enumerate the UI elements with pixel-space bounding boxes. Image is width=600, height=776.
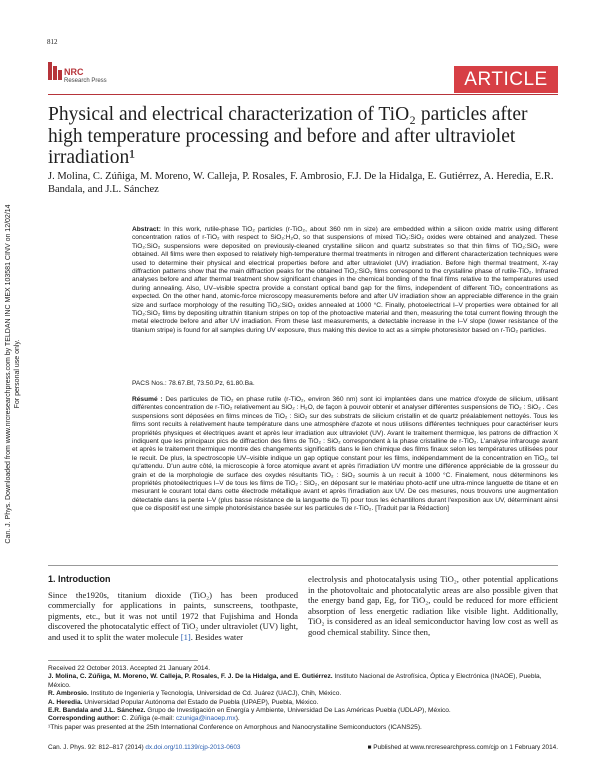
affiliation-3-text: Universidad Popular Autónoma del Estado de Puebla (UPAEP), Puebla, México.: [82, 698, 319, 706]
affiliation-2: [48, 690, 558, 698]
received-dates: Received 22 October 2013. Accepted 21 January 2014.: [48, 665, 211, 672]
affiliation-4-text: Grupo de Investigación en Energía y Ambiente, Universidad De Las Américas Puebla (UDLAP), México.: [145, 707, 451, 715]
section-divider: [48, 565, 558, 566]
corresponding-text: C. Zúñiga (e-mail:: [119, 715, 176, 723]
affiliation-4-names: E.R. Bandala and J.L. Sánchez.: [48, 707, 146, 715]
intro-text-left-end: . Besides water: [190, 631, 243, 642]
affiliation-1-text: Instituto Nacional de Astrofísica, Óptica y Electrónica (INAOE), Puebla, México.: [48, 673, 542, 689]
resume-label: Résumé :: [132, 396, 163, 403]
article-banner: ARTICLE: [454, 66, 558, 93]
affiliation-2-text: Instituto de Ingeniería y Tecnología, Universidad de Cd. Juárez (UACJ), Chih, México.: [88, 690, 342, 698]
publisher-logo: [48, 62, 108, 92]
affiliation-1: [48, 673, 558, 690]
resume: [132, 396, 558, 514]
footnote-rule: [48, 660, 198, 661]
paper-title: Physical and electrical characterization of TiO₂ particles after high temperature processing and before and after ultraviolet irradiation¹: [48, 104, 528, 168]
footer-citation: Can. J. Phys. 92: 812–817 (2014): [48, 744, 146, 751]
abstract-label: Abstract:: [132, 226, 161, 233]
intro-heading: 1. Introduction: [48, 574, 111, 584]
affiliation-4: [48, 707, 558, 715]
reference-link[interactable]: [1]: [180, 631, 191, 642]
doi-link[interactable]: dx.doi.org/10.1139/cjp-2013-0603: [145, 744, 241, 751]
pacs-numbers: PACS Nos.: 78.67.Bf, 73.50.Pz, 61.80.Ba.: [132, 380, 255, 387]
publisher-name: NRC: [64, 67, 84, 77]
affiliation-3: [48, 699, 558, 707]
conference-note: ¹This paper was presented at the 25th International Conference on Amorphous and Nanocrystalline Semiconductors (ICANS25).: [48, 723, 422, 731]
page-footer: [48, 744, 558, 751]
side-note-line1: Can. J. Phys. Downloaded from www.nrcresearchpress.com by TELDAN INC MEX 103581 CINV on 12/02/14: [5, 204, 12, 544]
page-number: 812: [47, 38, 58, 46]
intro-text-left: Since the1920s, titanium dioxide (TiO₂) has been produced commercially for applications in paints, sunscreens, toothpaste, pigments, etc., but it was not until 1972 that Fujishima and Honda discovered the photocatalytic effect of TiO₂ under ultraviolet (UV) light, and used it to split the water molecule: [48, 589, 298, 642]
abstract: [132, 226, 558, 335]
intro-column-right: electrolysis and photocatalysis using TiO₂, other potential applications in the photovoltaic and photocatalytic areas are also possible given that the energy band gap, Eg, for TiO₂, could be reduced for more efficient absorption of less energetic radiation like visible light. Additionally, TiO₂ is considered as an ideal semiconductor having low cost as well as good chemical stability. Since then,: [308, 574, 558, 637]
author-list: J. Molina, C. Zúñiga, M. Moreno, W. Calleja, P. Rosales, F. Ambrosio, F.J. De la Hidalga, E. Gutiérrez, A. Heredia, E.R. Bandala, and J.L. Sánchez: [48, 171, 554, 195]
side-download-note: [3, 160, 23, 590]
intro-column-left: [48, 574, 298, 643]
corresponding-end: ).: [235, 715, 240, 723]
nrc-logo-icon: [48, 62, 62, 82]
resume-text: Des particules de TiO₂ en phase rutile (r-TiO₂, environ 360 nm) sont ici implantées dans une matrice d'oxyde de silicium, utilisant différentes concentration de r-TiO₂ relativement au SiO₂ : H₂O, de façon à pouvoir obtenir et analyser différentes suspensions de TiO₂ : SiO₂ . Ces suspensions sont déposées en films minces de TiO₂ : SiO₂ sur des substrats de silicium cristallin et de quartz préalablement nettoyés. Tous les films sont recuits à relativement haute température dans une atmosphère d'azote et nous utilisons différentes techniques pour caractériser leurs propriétés physiques et électriques avant et après leur irradiation aux ultraviolet (UV). Avant le traitement thermique, les patrons de diffraction X indiquent que les principaux pics de diffraction des films de TiO₂ : SiO₂ correspondent à la phase cristalline de r-TiO₂. L'analyse infrarouge avant et après le traitement thermique montre des changements significatifs dans le lien chimique des films finaux selon les températures utilisées pour le recuit. De plus, la spectroscopie UV–visible indique un gap optique constant pour les films, indépendamment de la concentration en TiO₂, tel qu'attendu. D'un autre côté, la microscopie à force atomique avant et après l'irradiation UV montre une différence appréciable de la grosseur du grain et de la morphologie de surface des oxydes résultants TiO₂ : SiO₂ soumis à un recuit à 1000 °C. Finalement, nous déterminons les propriétés photoélectriques I–V de tous les films de TiO₂ : SiO₂, en déposant sur le matériau photo-actif une ultra-mince languette de titane et en mesurant le courant total dans cette électrode métallique avant et après l'irradiation aux UV. De ces mesures, nous trouvons une augmentation détectable dans la pente I–V (plus basse résistance de la languette de Ti) pour tous les échantillons durant l'exposition aux UV, déterminant ainsi que ce dispositif est une simple photorésistance basée sur les particules de r-TiO₂. [Traduit par la Rédaction]: [132, 396, 558, 513]
affiliation-2-names: R. Ambrosio.: [48, 690, 89, 698]
corresponding-label: Corresponding author:: [48, 715, 120, 723]
publisher-subname: Research Press: [64, 78, 107, 84]
abstract-text: In this work, rutile-phase TiO₂ particles (r-TiO₂, about 360 nm in size) are embedded within a silicon oxide matrix using different concentration ratios of r-TiO₂ with respect to SiO₂:H₂O, so that suspensions of mixed TiO₂:SiO₂ oxides were obtained and analyzed. These TiO₂:SiO₂ suspensions were deposited on previously-cleaned crystalline silicon and quartz substrates so that thin films of TiO₂:SiO₂ were obtained. All films were then exposed to relatively high-temperature thermal treatments in nitrogen and different characterization techniques were used to determine their physical and electrical properties before and after ultraviolet (UV) irradiation. Before high thermal treatment, X-ray diffraction patterns show that the main diffraction peaks for the obtained TiO₂:SiO₂ films correspond to the crystalline phase of rutile-TiO₂. Infrared analyses before and after thermal treatment show significant changes in the chemical bonding of the final films relative to the temperatures used during annealing. Also, UV–visible spectra provide a constant optical band gap for the films, independent of different TiO₂ concentrations as expected. On the other hand, atomic-force microscopy measurements before and after UV irradiation show an appreciable difference in the grain size and surface morphology of the resulting TiO₂:SiO₂ oxides annealed at 1000 °C. Finally, photoelectrical I–V properties were obtained for all TiO₂:SiO₂ films by depositing ultrathin titanium stripes on top of the photoactive material and then, measuring the total current flowing through the metal electrode before and after UV irradiation. From these last measurements, a detectable increase in the I–V slope (lower resistance of the titanium stripe) is found for all samples during UV exposure, thus making this device to act as a simple photoresistor based on r-TiO₂ particles.: [132, 226, 558, 334]
corresponding-email-link[interactable]: czuniga@inaoep.mx: [175, 715, 236, 723]
side-note-line2: For personal use only.: [14, 339, 21, 409]
affiliation-3-names: A. Heredia.: [48, 698, 83, 706]
footnotes: [48, 660, 558, 732]
corresponding-author: [48, 715, 558, 723]
footer-published: ■ Published at www.nrcresearchpress.com/cjp on 1 February 2014.: [367, 744, 558, 751]
affiliation-1-names: J. Molina, C. Zúñiga, M. Moreno, W. Calleja, P. Rosales, F. J. De la Hidalga, and E. Gutiérrez.: [48, 673, 333, 681]
header-rule: [48, 94, 558, 95]
